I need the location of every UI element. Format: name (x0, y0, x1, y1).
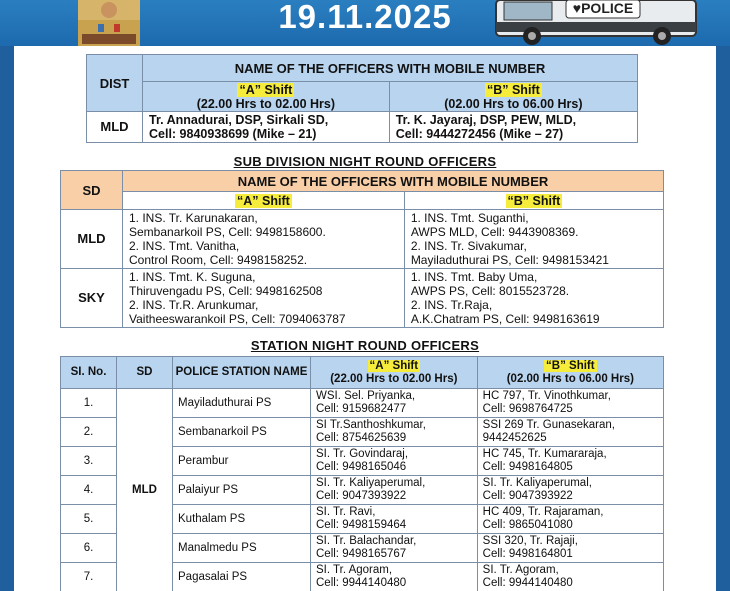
table-row (61, 389, 664, 418)
sl-no-cell: 4. (61, 476, 117, 505)
dist-cell: MLD (87, 112, 143, 143)
officer-line: WSI. Sel. Priyanka, (316, 390, 416, 402)
officer-line: SI. Tr. Agoram, (316, 564, 393, 576)
ps-name-cell: Perambur (173, 447, 311, 476)
shift-b-officers (404, 210, 663, 269)
officer-line: Mayiladuthurai PS, Cell: 9498153421 (410, 253, 609, 267)
officer-line: Cell: 9159682477 (316, 403, 407, 415)
officer-line: Control Room, Cell: 9498158252. (129, 253, 308, 267)
officer-line: AWPS MLD, Cell: 9443908369. (410, 225, 579, 239)
sl-no-cell: 5. (61, 505, 117, 534)
ps-name-cell: Kuthalam PS (173, 505, 311, 534)
shift-b-officer (477, 476, 663, 505)
sd-cell: MLD (117, 389, 173, 591)
sl-no-cell: 7. (61, 563, 117, 591)
officer-line: Cell: 9498164805 (482, 461, 573, 473)
officer-line: Cell: 9047393922 (482, 490, 573, 502)
shift-a-officers (123, 210, 405, 269)
shift-b-label: “B” Shift (486, 82, 540, 97)
officer-line: 2. INS. Tr.Raja, (410, 298, 493, 312)
officer-line: Cell: 9498164801 (482, 548, 573, 560)
officer-line: Sembanarkoil PS, Cell: 9498158600. (129, 225, 326, 239)
officer-line: HC 409, Tr. Rajaraman, (482, 506, 604, 518)
shift-a-label: “A” Shift (237, 193, 290, 208)
officer-line: Cell: 9840938699 (Mike – 21) (149, 127, 317, 141)
officer-line: Tr. K. Jayaraj, DSP, PEW, MLD, (395, 113, 577, 127)
officer-line: Vaitheeswarankoil PS, Cell: 7094063787 (129, 312, 346, 326)
shift-a-header (123, 192, 405, 210)
shift-b-officer (477, 505, 663, 534)
officer-line: AWPS PS, Cell: 8015523728. (410, 284, 570, 298)
officer-line: 1. INS. Tr. Karunakaran, (129, 211, 258, 225)
shift-b-label: “B” Shift (546, 359, 595, 372)
officer-line: 1. INS. Tmt. Suganthi, (410, 211, 529, 225)
page-date: 19.11.2025 (278, 0, 452, 35)
shift-a-officer (311, 389, 478, 418)
shift-b-officer (477, 563, 663, 591)
officer-line: Thiruvengadu PS, Cell: 9498162508 (129, 284, 323, 298)
shift-b-officer (477, 534, 663, 563)
shift-a-officers (123, 269, 405, 328)
frame-left-border (0, 0, 14, 591)
shift-b-header (404, 192, 663, 210)
table-row (87, 112, 638, 143)
shift-a-officer (311, 447, 478, 476)
shift-a-officer (311, 476, 478, 505)
officer-line: SSI 269 Tr. Gunasekaran, (482, 419, 615, 431)
table-row (61, 210, 664, 269)
sd-cell: MLD (61, 210, 123, 269)
officer-line: SI. Tr. Balachandar, (316, 535, 417, 547)
shift-b-officer (389, 112, 637, 143)
vehicle-police-label: ♥POLICE (572, 0, 634, 16)
officer-line: SSI 320, Tr. Rajaji, (482, 535, 578, 547)
shift-a-time: (22.00 Hrs to 02.00 Hrs) (330, 372, 458, 385)
subdivision-title: SUB DIVISION NIGHT ROUND OFFICERS (233, 154, 497, 169)
shift-a-officer (311, 505, 478, 534)
officer-line: 2. INS. Tr. Sivakumar, (410, 239, 527, 253)
sl-no-cell: 6. (61, 534, 117, 563)
officer-line: 2. INS. Tmt. Vanitha, (129, 239, 240, 253)
station-officers-table (60, 356, 664, 591)
officer-line: Cell: 8754625639 (316, 432, 407, 444)
sd-cell: SKY (61, 269, 123, 328)
officer-line: SI. Tr. Kaliyaperumal, (482, 477, 592, 489)
shift-a-officer (143, 112, 390, 143)
shift-a-header (311, 357, 478, 389)
officer-line: A.K.Chatram PS, Cell: 9498163619 (410, 312, 600, 326)
sd-header: SD (117, 357, 173, 389)
officer-line: Cell: 9444272456 (Mike – 27) (395, 127, 564, 141)
dist-header: DIST (87, 55, 143, 112)
officer-line: Cell: 9944140480 (316, 577, 407, 589)
officers-name-header: NAME OF THE OFFICERS WITH MOBILE NUMBER (123, 171, 664, 192)
officer-line: SI. Tr. Ravi, (316, 506, 376, 518)
shift-a-officer (311, 534, 478, 563)
sl-no-header: SI. No. (61, 357, 117, 389)
ps-name-cell: Palaiyur PS (173, 476, 311, 505)
officer-line: Cell: 9944140480 (482, 577, 573, 589)
officer-line: Cell: 9047393922 (316, 490, 407, 502)
shift-a-officer (311, 418, 478, 447)
ps-name-header: POLICE STATION NAME (173, 357, 311, 389)
shift-b-label: “B” Shift (507, 193, 561, 208)
officer-line: HC 745, Tr. Kumararaja, (482, 448, 607, 460)
ps-name-cell: Pagasalai PS (173, 563, 311, 591)
officer-line: Cell: 9498165767 (316, 548, 407, 560)
subdivision-officers-table (60, 170, 664, 328)
shift-b-officer (477, 389, 663, 418)
sl-no-cell: 1. (61, 389, 117, 418)
frame-right-border (716, 0, 730, 591)
station-title: STATION NIGHT ROUND OFFICERS (250, 338, 480, 353)
officer-line: SI. Tr. Govindaraj, (316, 448, 409, 460)
officer-line: 1. INS. Tmt. Baby Uma, (410, 270, 538, 284)
officer-line: Cell: 9865041080 (482, 519, 573, 531)
shift-a-label: “A” Shift (369, 359, 419, 372)
shift-a-time: (22.00 Hrs to 02.00 Hrs) (196, 96, 335, 111)
sd-header: SD (61, 171, 123, 210)
officer-line: SI. Tr. Agoram, (482, 564, 559, 576)
officer-line: Cell: 9698764725 (482, 403, 573, 415)
district-officers-table (86, 54, 638, 143)
shift-b-header (477, 357, 663, 389)
table-row (61, 269, 664, 328)
shift-b-header (389, 82, 637, 112)
shift-a-header (143, 82, 390, 112)
shift-b-officer (477, 418, 663, 447)
ps-name-cell: Sembanarkoil PS (173, 418, 311, 447)
officer-line: 9442452625 (482, 432, 547, 444)
officer-line: 2. INS. Tr.R. Arunkumar, (129, 298, 259, 312)
sl-no-cell: 3. (61, 447, 117, 476)
ps-name-cell: Mayiladuthurai PS (173, 389, 311, 418)
shift-b-time: (02.00 Hrs to 06.00 Hrs) (506, 372, 634, 385)
officer-line: 1. INS. Tmt. K. Suguna, (129, 270, 256, 284)
shift-b-officer (477, 447, 663, 476)
shift-b-officers (404, 269, 663, 328)
shift-a-label: “A” Shift (239, 82, 293, 97)
sl-no-cell: 2. (61, 418, 117, 447)
officers-name-header: NAME OF THE OFFICERS WITH MOBILE NUMBER (143, 55, 638, 82)
officer-line: Cell: 9498159464 (316, 519, 407, 531)
officer-line: SI. Tr. Kaliyaperumal, (316, 477, 426, 489)
officer-line: Tr. Annadurai, DSP, Sirkali SD, (149, 113, 329, 127)
shift-b-time: (02.00 Hrs to 06.00 Hrs) (444, 96, 583, 111)
officer-line: Cell: 9498165046 (316, 461, 407, 473)
shift-a-officer (311, 563, 478, 591)
officer-line: HC 797, Tr. Vinothkumar, (482, 390, 611, 402)
officer-line: SI Tr.Santhoshkumar, (316, 419, 426, 431)
ps-name-cell: Manalmedu PS (173, 534, 311, 563)
